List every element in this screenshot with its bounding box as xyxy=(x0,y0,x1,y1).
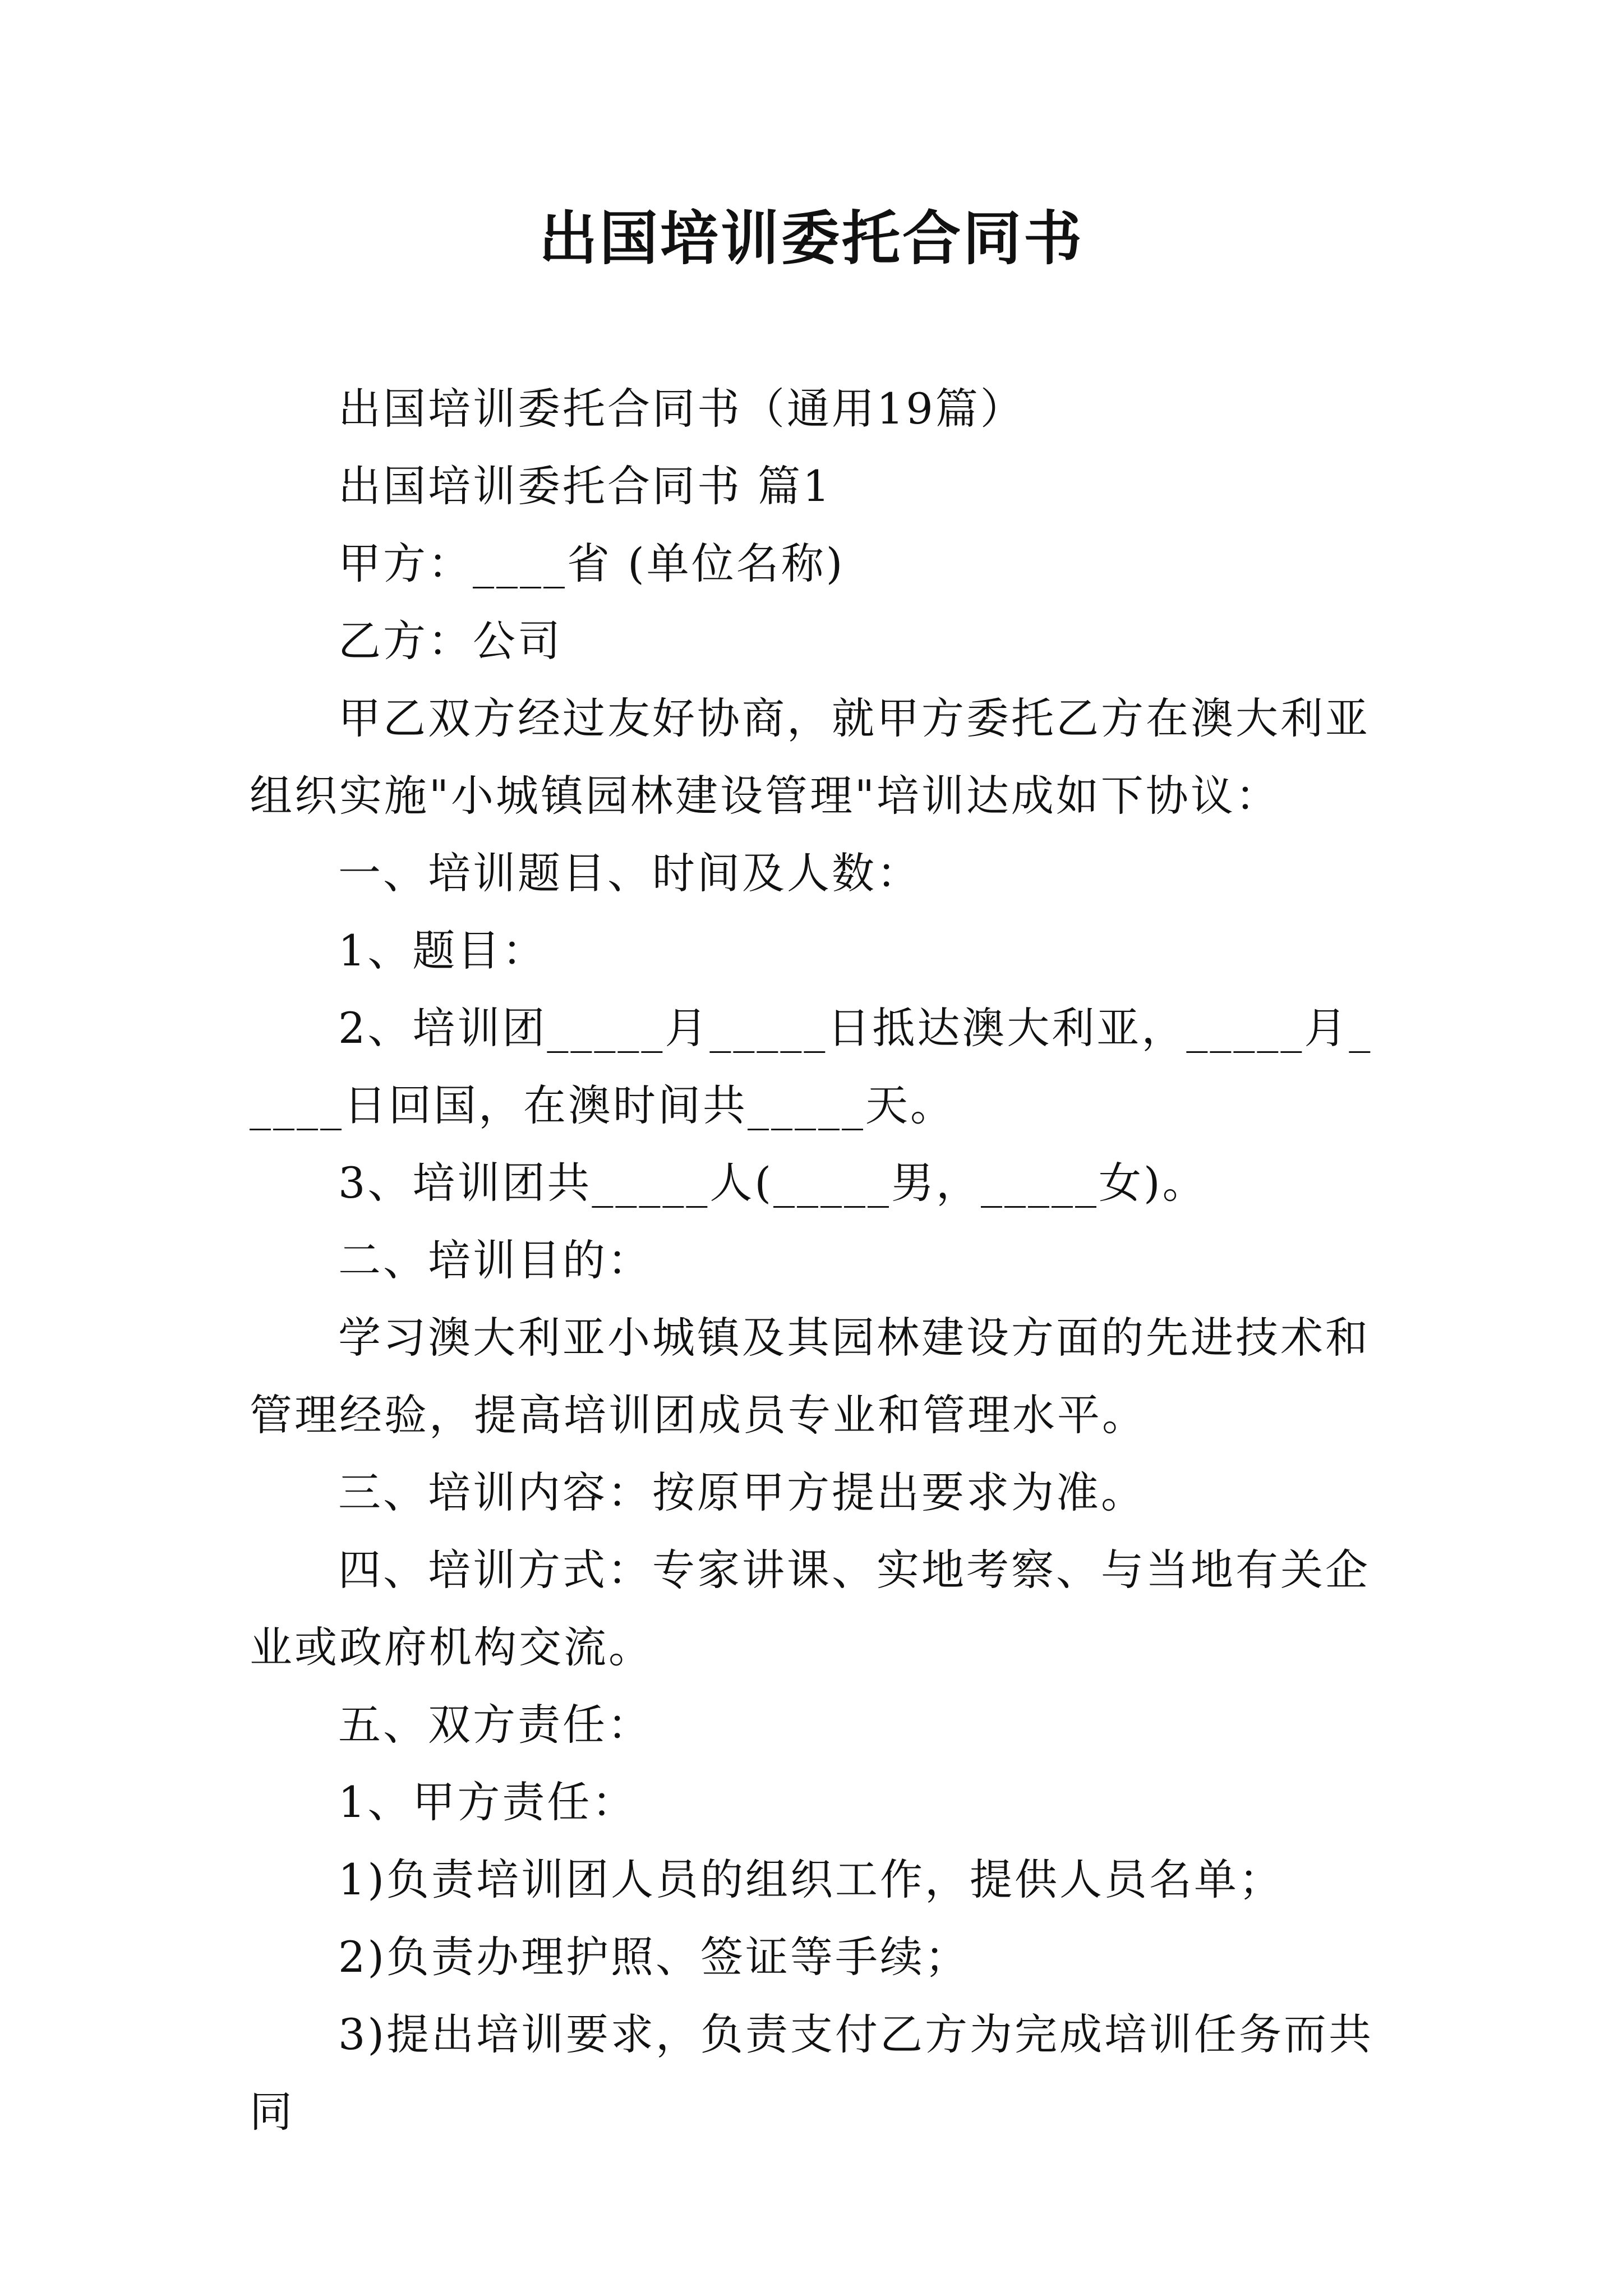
clause-heading-content: 三、培训内容：按原甲方提出要求为准。 xyxy=(338,1467,1146,1517)
clause-heading-responsibility: 五、双方责任： xyxy=(338,1700,652,1750)
document-title: 出国培训委托合同书 xyxy=(538,204,1084,273)
section-heading-1: 出国培训委托合同书 篇1 xyxy=(338,461,832,511)
clause-subheading: 1、甲方责任： xyxy=(338,1777,637,1827)
subtitle-line: 出国培训委托合同书（通用19篇） xyxy=(338,384,1025,434)
clause-item: 3、培训团共_____人(_____男，_____女)。 xyxy=(338,1158,1207,1208)
clause-item: 1)负责培训团人员的组织工作，提供人员名单； xyxy=(338,1855,1284,1904)
clause-heading-purpose: 二、培训目的： xyxy=(338,1235,652,1285)
clause-item: 3)提出培训要求，负责支付乙方为完成培训任务而共同 xyxy=(250,2009,1374,2137)
clause-text: 学习澳大利亚小城镇及其园林建设方面的先进技术和管理经验，提高培训团成员专业和管理水平。 xyxy=(250,1313,1370,1440)
clause-item: 2)负责办理护照、签证等手续； xyxy=(338,1932,970,1982)
document-body xyxy=(250,370,1388,2151)
party-a-line: 甲方：____省 (单位名称) xyxy=(338,539,845,588)
clause-heading-method: 四、培训方式：专家讲课、实地考察、与当地有关企业或政府机构交流。 xyxy=(250,1545,1370,1672)
party-b-line: 乙方：公司 xyxy=(338,616,562,666)
agreement-intro: 甲乙双方经过友好协商，就甲方委托乙方在澳大利亚组织实施"小城镇园林建设管理"培训达成如下协议： xyxy=(250,693,1370,821)
clause-heading-topic: 一、培训题目、时间及人数： xyxy=(338,848,921,898)
clause-item: 2、培训团_____月_____日抵达澳大利亚，_____月_____日回国，在澳时间共_____天。 xyxy=(250,1003,1373,1130)
clause-item: 1、题目： xyxy=(338,926,547,976)
